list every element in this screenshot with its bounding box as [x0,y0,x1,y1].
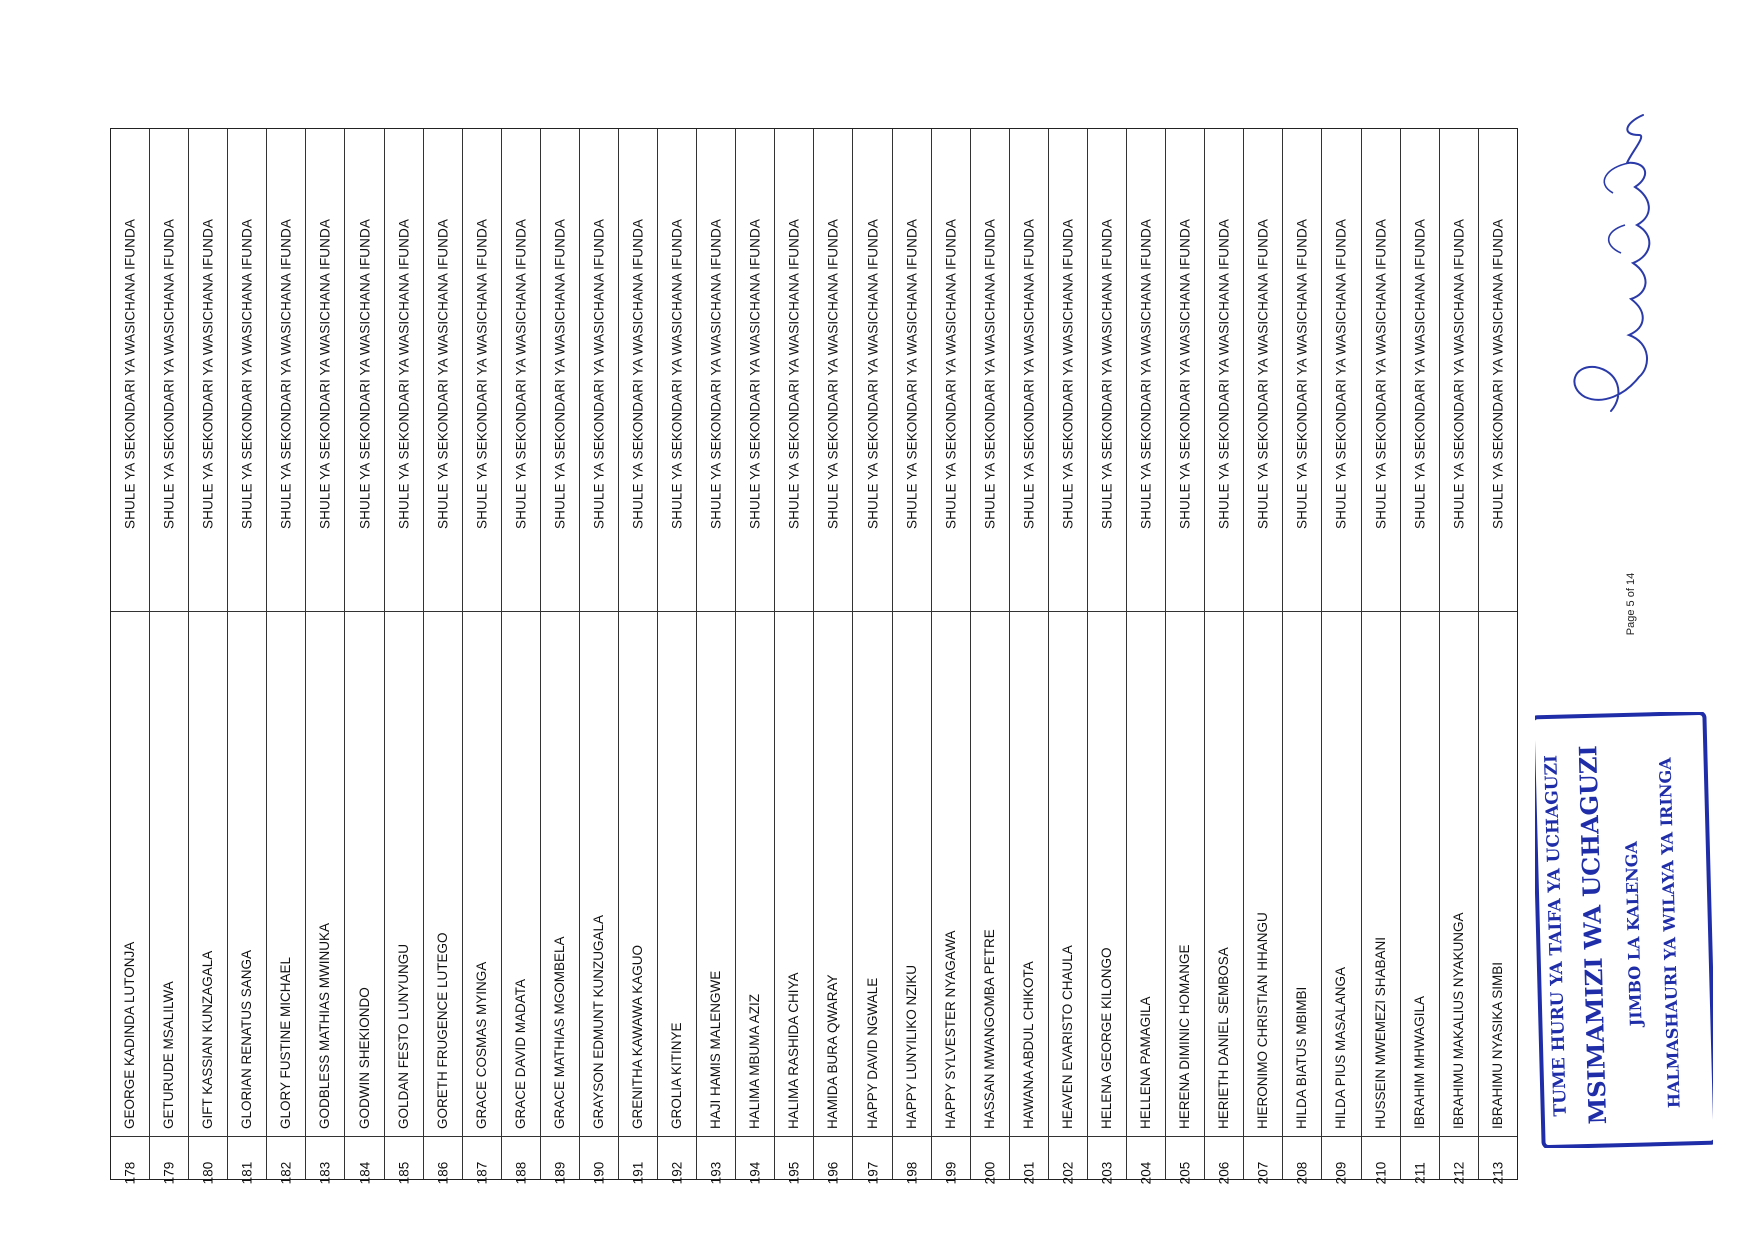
table-row [541,129,580,1185]
voter-list-table [110,128,1518,1185]
row-number-cell: 211 [1412,1162,1428,1184]
school-cell: SHULE YA SEKONDARI YA WASICHANA IFUNDA [591,219,607,529]
school-cell: SHULE YA SEKONDARI YA WASICHANA IFUNDA [825,219,841,529]
name-cell: GRENITHA KAWAWA KAGUO [630,944,646,1129]
table-row [502,129,541,1185]
name-cell: GRACE DAVID MADATA [512,978,528,1129]
name-cell: HIERONIMO CHRISTIAN HHANGU [1255,912,1271,1129]
school-cell: SHULE YA SEKONDARI YA WASICHANA IFUNDA [435,219,451,529]
row-number-cell: 179 [161,1161,177,1185]
svg-text:MSIMAMIZI WA UCHAGUZI: MSIMAMIZI WA UCHAGUZI [1573,744,1613,1125]
table-row [1322,129,1361,1185]
table-row [1440,129,1479,1185]
row-number-cell: 183 [317,1161,333,1185]
school-cell: SHULE YA SEKONDARI YA WASICHANA IFUNDA [747,219,763,529]
row-number-cell: 210 [1373,1161,1389,1185]
school-cell: SHULE YA SEKONDARI YA WASICHANA IFUNDA [161,219,177,529]
name-cell: IBRAHIMU MAKALIUS NYAKUNGA [1450,912,1466,1129]
table-row [1244,129,1283,1185]
school-cell: SHULE YA SEKONDARI YA WASICHANA IFUNDA [943,219,959,529]
table-row [1205,129,1244,1185]
row-number-cell: 198 [904,1161,920,1185]
name-cell: GEORGE KADINDA LUTONJA [122,941,138,1129]
row-number-cell: 204 [1138,1161,1154,1185]
table-row [971,129,1010,1185]
school-cell: SHULE YA SEKONDARI YA WASICHANA IFUNDA [552,219,568,529]
name-cell: HAJI HAMIS MALENGWE [708,970,724,1129]
name-cell: HAPPY LUNYILIKO NZIKU [903,964,919,1129]
row-number-cell: 197 [865,1161,881,1185]
table-row [385,129,424,1185]
table-row [580,129,619,1185]
school-cell: SHULE YA SEKONDARI YA WASICHANA IFUNDA [1255,219,1271,529]
row-number-cell: 185 [396,1161,412,1185]
table-row [1127,129,1166,1185]
row-number-cell: 196 [825,1161,841,1185]
school-cell: SHULE YA SEKONDARI YA WASICHANA IFUNDA [1177,219,1193,529]
svg-text:TUME HURU YA TAIFA YA UCHAGUZI: TUME HURU YA TAIFA YA UCHAGUZI [1541,754,1571,1117]
table-row [658,129,697,1185]
table-row [150,129,189,1185]
row-number-cell: 181 [239,1161,255,1185]
row-number-cell: 186 [435,1161,451,1185]
table-row [267,129,306,1185]
row-number-cell: 208 [1294,1161,1310,1185]
name-cell: HALIMA RASHIDA CHIYA [786,972,802,1129]
table-row [345,129,384,1185]
row-number-cell: 209 [1333,1161,1349,1185]
row-number-cell: 213 [1490,1161,1506,1185]
row-number-cell: 184 [357,1161,372,1185]
school-cell: SHULE YA SEKONDARI YA WASICHANA IFUNDA [1060,219,1076,529]
table-row [619,129,658,1185]
table-row [1401,129,1440,1184]
table-row [853,129,892,1185]
row-number-cell: 193 [708,1161,724,1185]
table-row [228,129,267,1185]
table-row [189,129,228,1185]
table-row [932,129,971,1185]
table-row [1479,129,1517,1185]
school-cell: SHULE YA SEKONDARI YA WASICHANA IFUNDA [1099,219,1115,529]
name-cell: HAWANA ABDUL CHIKOTA [1020,961,1036,1129]
table-row [1362,129,1401,1185]
school-cell: SHULE YA SEKONDARI YA WASICHANA IFUNDA [982,219,998,529]
name-cell: HERENA DIMINIC HOMANGE [1177,944,1193,1129]
table-row [893,129,932,1185]
handwritten-signature [1555,105,1685,440]
table-row [736,129,775,1185]
name-cell: HALIMA MBUMA AZIZ [747,993,763,1129]
row-number-cell: 207 [1255,1161,1271,1185]
name-cell: HEAVEN EVARISTO CHAULA [1059,945,1075,1129]
name-cell: HAPPY DAVID NGWALE [864,977,880,1129]
row-number-cell: 191 [630,1161,646,1185]
school-cell: SHULE YA SEKONDARI YA WASICHANA IFUNDA [1216,219,1232,529]
svg-text:HALMASHAURI YA WILAYA YA IRING: HALMASHAURI YA WILAYA YA IRINGA [1655,757,1684,1109]
school-cell: SHULE YA SEKONDARI YA WASICHANA IFUNDA [708,219,724,529]
row-number-cell: 203 [1099,1161,1115,1185]
row-number-cell: 205 [1177,1161,1193,1185]
table-row [1049,129,1088,1185]
row-number-cell: 195 [786,1161,802,1185]
school-cell: SHULE YA SEKONDARI YA WASICHANA IFUNDA [1294,219,1310,529]
school-cell: SHULE YA SEKONDARI YA WASICHANA IFUNDA [904,219,920,529]
school-cell: SHULE YA SEKONDARI YA WASICHANA IFUNDA [396,219,412,529]
school-cell: SHULE YA SEKONDARI YA WASICHANA IFUNDA [239,219,255,529]
school-cell: SHULE YA SEKONDARI YA WASICHANA IFUNDA [200,219,216,529]
name-cell: HELENA GEORGE KILONGO [1098,947,1114,1129]
name-cell: GLORIAN RENATUS SANGA [239,949,255,1129]
svg-text:JIMBO LA KALENGA: JIMBO LA KALENGA [1621,840,1646,1027]
row-number-cell: 178 [122,1161,138,1185]
row-number-cell: 187 [474,1161,490,1185]
name-cell: HASSAN MWANGOMBA PETRE [981,929,997,1129]
table-row [1166,129,1205,1185]
table-row [463,129,502,1185]
name-cell: GODWIN SHEKIONDO [356,987,372,1129]
name-cell: IBRAHIMU NYASIKA SIMBI [1489,961,1505,1129]
name-cell: GORETH FRUGENCE LUTEGO [434,932,450,1129]
table-row [1010,129,1049,1185]
school-cell: SHULE YA SEKONDARI YA WASICHANA IFUNDA [669,219,685,529]
school-cell: SHULE YA SEKONDARI YA WASICHANA IFUNDA [1021,219,1037,529]
school-cell: SHULE YA SEKONDARI YA WASICHANA IFUNDA [122,219,138,529]
school-cell: SHULE YA SEKONDARI YA WASICHANA IFUNDA [1373,219,1389,529]
table-row [424,129,463,1185]
table-row [1088,129,1127,1185]
school-cell: SHULE YA SEKONDARI YA WASICHANA IFUNDA [474,219,490,529]
school-cell: SHULE YA SEKONDARI YA WASICHANA IFUNDA [630,219,646,529]
name-cell: GRACE MATHIAS MGOMBELA [551,936,567,1129]
row-number-cell: 200 [982,1161,998,1185]
school-cell: SHULE YA SEKONDARI YA WASICHANA IFUNDA [1412,219,1428,529]
school-cell: SHULE YA SEKONDARI YA WASICHANA IFUNDA [786,219,802,529]
row-number-cell: 201 [1021,1161,1037,1185]
name-cell: HAMIDA BURA QWARAY [825,974,841,1129]
row-number-cell: 189 [552,1161,568,1185]
row-number-cell: 194 [747,1161,763,1185]
school-cell: SHULE YA SEKONDARI YA WASICHANA IFUNDA [357,219,372,529]
name-cell: HUSSEIN MWEMEZI SHABANI [1372,936,1388,1129]
row-number-cell: 212 [1451,1161,1467,1185]
school-cell: SHULE YA SEKONDARI YA WASICHANA IFUNDA [278,219,294,529]
name-cell: GRACE COSMAS MYINGA [473,961,489,1129]
name-cell: HELLENA PAMAGILA [1138,996,1154,1129]
school-cell: SHULE YA SEKONDARI YA WASICHANA IFUNDA [1490,219,1506,529]
name-cell: GLORY FUSTINE MICHAEL [278,956,294,1129]
table-row [697,129,736,1185]
table-row [111,129,150,1185]
name-cell: GRAYSON EDMUNT KUNZUGALA [590,914,606,1129]
row-number-cell: 190 [591,1161,607,1185]
school-cell: SHULE YA SEKONDARI YA WASICHANA IFUNDA [865,219,881,529]
name-cell: GROLIA KITINYE [669,1022,685,1129]
name-cell: HILDA BIATUS MBIMBI [1294,986,1310,1129]
row-number-cell: 199 [943,1161,959,1185]
name-cell: HERIETH DANIEL SEMBOSA [1216,947,1232,1129]
name-cell: GOLDAN FESTO LUNYUNGU [395,943,411,1129]
name-cell: IBRAHIM MHWAGILA [1411,995,1427,1129]
school-cell: SHULE YA SEKONDARI YA WASICHANA IFUNDA [1333,219,1349,529]
row-number-cell: 206 [1216,1161,1232,1185]
table-row [1283,129,1322,1185]
row-number-cell: 202 [1060,1161,1076,1185]
row-number-cell: 192 [669,1161,685,1185]
school-cell: SHULE YA SEKONDARI YA WASICHANA IFUNDA [1138,219,1154,529]
name-cell: HILDA PIUS MASALANGA [1333,966,1349,1129]
row-number-cell: 180 [200,1161,216,1185]
school-cell: SHULE YA SEKONDARI YA WASICHANA IFUNDA [513,219,529,529]
page-number: Page 5 of 14 [1625,572,1638,636]
table-row [306,129,345,1185]
official-stamp [1535,712,1713,1148]
name-cell: GETURUDE MSALILWA [161,981,177,1129]
school-cell: SHULE YA SEKONDARI YA WASICHANA IFUNDA [317,219,333,529]
row-number-cell: 182 [278,1161,294,1185]
name-cell: HAPPY SYLVESTER NYAGAWA [942,930,958,1129]
name-cell: GODBLESS MATHIAS MWINUKA [317,922,333,1129]
school-cell: SHULE YA SEKONDARI YA WASICHANA IFUNDA [1451,219,1467,529]
row-number-cell: 188 [513,1161,529,1185]
table-row [775,129,814,1185]
name-cell: GIFT KASSIAN KUNZAGALA [200,950,216,1129]
table-row [814,129,853,1185]
